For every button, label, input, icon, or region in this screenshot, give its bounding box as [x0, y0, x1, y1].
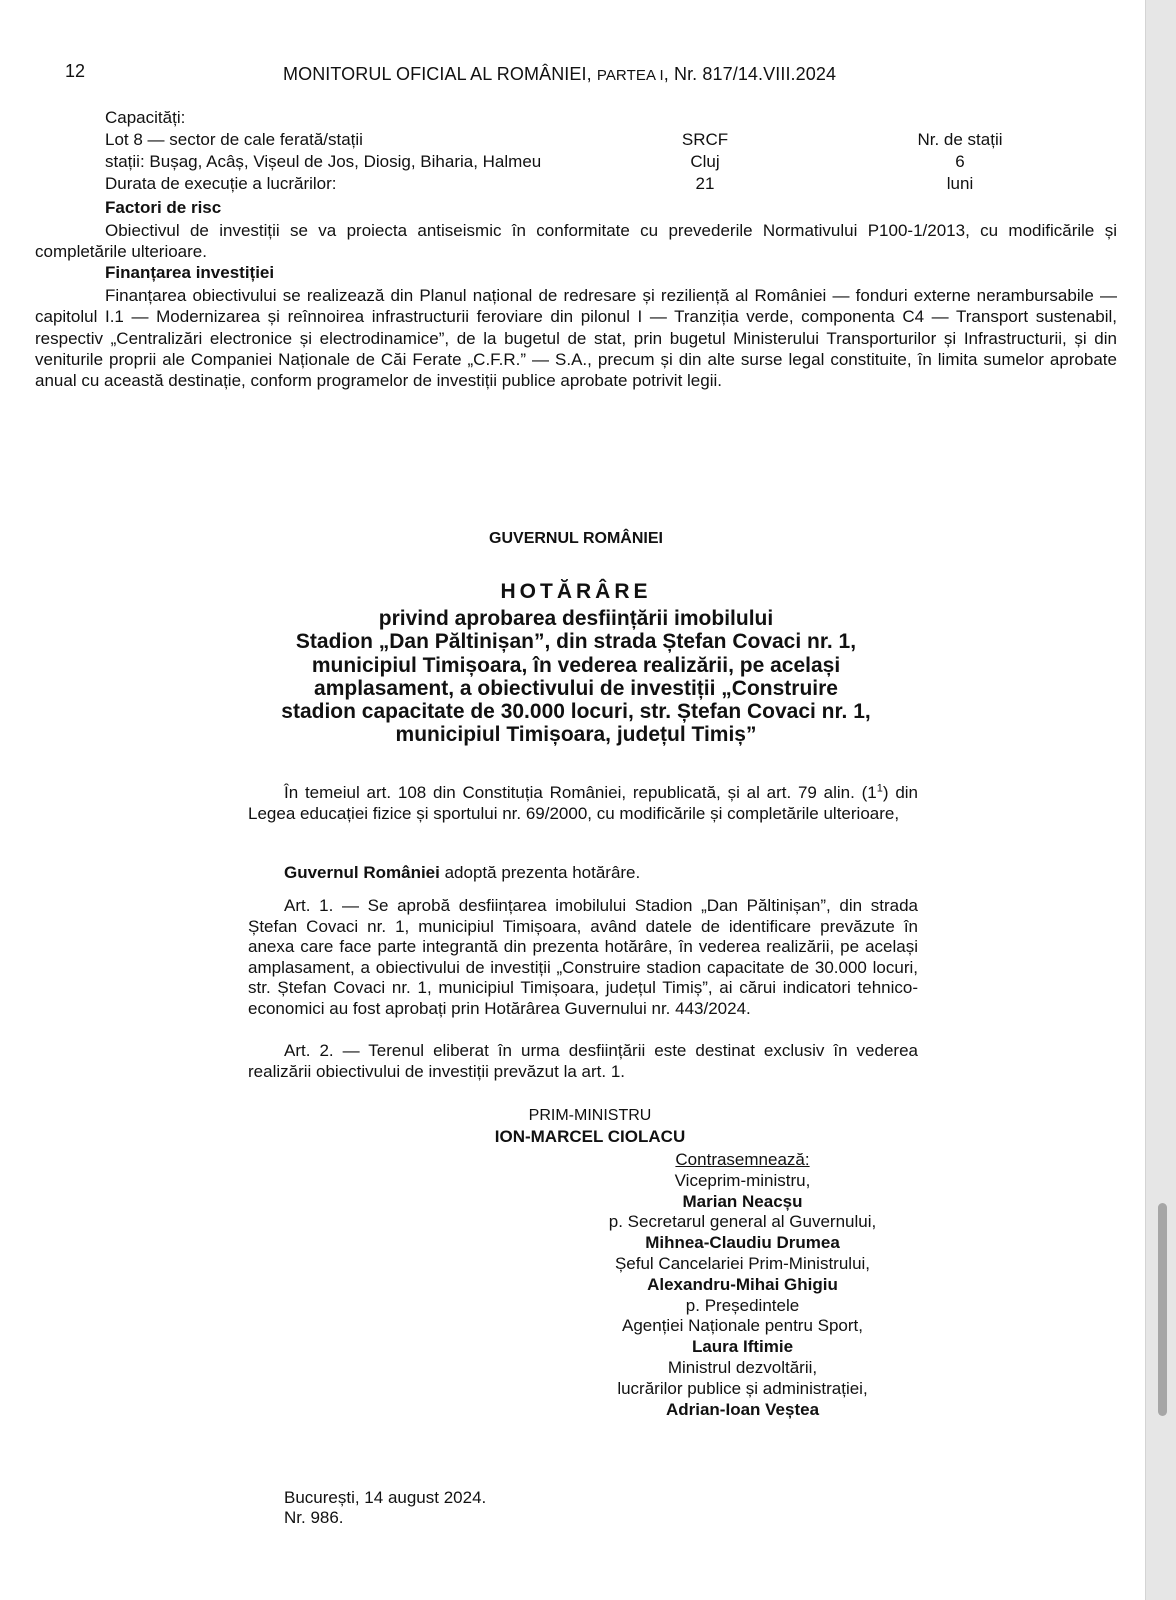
subject-line: privind aprobarea desființării imobilului	[378, 607, 774, 630]
publication-part: PARTEA I	[596, 67, 664, 84]
subject-line: municipiul Timișoara, județul Timiș”	[395, 723, 757, 747]
running-header	[283, 64, 836, 85]
countersign-block	[560, 1150, 925, 1420]
place-date: București, 14 august 2024.	[284, 1488, 487, 1507]
article-2: Art. 2. — Terenul eliberat în urma desființării este destinat exclusiv în vederea realizării obiectivului de investiții prevăzut la art. 1.	[248, 1041, 918, 1081]
subject-line: amplasament, a obiectivului de investiții „Construire	[314, 676, 838, 700]
page-number: 12	[65, 61, 86, 81]
publication-issue: , Nr. 817/14.VIII.2024	[663, 64, 837, 84]
publication-name: MONITORUL OFICIAL AL ROMÂNIEI,	[283, 64, 597, 84]
scrollbar-thumb[interactable]	[1158, 1203, 1167, 1416]
subject-line: Stadion „Dan Păltinișan”, din strada Ștefan Covaci nr. 1,	[295, 630, 857, 654]
capacities-row-col3: 6	[955, 152, 965, 171]
capacities-row-col3: luni	[946, 174, 974, 193]
countersigner-name: Marian Neacșu	[682, 1191, 803, 1211]
countersigner-name: Laura Iftimie	[691, 1337, 794, 1357]
capacities-title: Capacități:	[105, 108, 186, 127]
countersigner-name: Mihnea-Claudiu Drumea	[645, 1233, 840, 1253]
place-date-block	[284, 1488, 486, 1528]
prime-minister-name: ION-MARCEL CIOLACU	[494, 1127, 686, 1146]
decision-number: Nr. 986.	[284, 1508, 344, 1527]
adoption-paragraph: Guvernul României adoptă prezenta hotărâre.	[284, 863, 641, 882]
countersigner-role: Ministrul dezvoltării,	[667, 1357, 818, 1377]
countersigner-role: Agenției Naționale pentru Sport,	[622, 1316, 863, 1336]
subject-line: stadion capacitate de 30.000 locuri, str. Ștefan Covaci nr. 1,	[281, 700, 871, 724]
countersigner-role: p. Secretarul general al Guvernului,	[608, 1212, 877, 1232]
capacities-row-label: stații: Bușag, Acâș, Vișeul de Jos, Diosig, Biharia, Halmeu	[105, 152, 542, 171]
financing-title: Finanțarea investiției	[105, 263, 275, 282]
article-1: Art. 1. — Se aprobă desființarea imobilului Stadion „Dan Păltinișan”, din strada Ștefan Covaci nr. 1, municipiul Timișoara, având datele de identificare prevăzute în anexa care face parte integrantă din prezenta hotărâre, în vederea realizării, pe același amplasament, a obiectivului de investiții „Construire stadion capacitate de 30.000 locuri, str. Ștefan Covaci nr. 1, municipiul Timișoara, județul Timiș”, ai cărui indicatori tehnico-economici au fost aprobați prin Hotărârea Guvernului nr. 443/2024.	[248, 896, 918, 1018]
countersigner-role: lucrărilor publice și administrației,	[617, 1378, 868, 1398]
capacities-row-label: Durata de execuție a lucrărilor:	[105, 174, 337, 193]
countersigner-role: p. Președintele	[685, 1295, 800, 1315]
capacities-row-col2: Cluj	[690, 152, 720, 171]
prime-minister-title: PRIM-MINISTRU	[528, 1107, 652, 1124]
subject-line: municipiul Timișoara, în vederea realizării, pe același	[311, 653, 841, 677]
decision-title: HOTĂRÂRE	[500, 580, 652, 603]
capacities-row-label: Lot 8 — sector de cale ferată/stații	[105, 130, 363, 149]
capacities-row-col2: 21	[695, 174, 715, 193]
capacities-row-col3: Nr. de stații	[917, 130, 1003, 149]
decision-subject	[250, 607, 902, 747]
countersigner-role: Viceprim-ministru,	[674, 1170, 811, 1190]
financing-paragraph: Finanțarea obiectivului se realizează din Planul național de redresare și reziliență al României — fonduri externe nerambursabile — capitolul I.1 — Modernizarea și reînnoirea infrastructurii feroviare din pilonul I — Tranziția verde, componenta C4 — Transport sustenabil, respectiv „Centralizări electronice și electrodinamice”, de la bugetul de stat, prin bugetul Ministerului Transporturilor și Infrastructurii, și din veniturile proprii ale Companiei Naționale de Căi Ferate „C.F.R.” — S.A., precum și din alte surse legal constituite, în limita sumelor aprobate anual cu această destinație, conform programelor de investiții publice aprobate potrivit legii.	[35, 286, 1117, 391]
countersign-label: Contrasemnează:	[675, 1150, 810, 1169]
countersigner-role: Șeful Cancelariei Prim-Ministrului,	[614, 1253, 871, 1273]
adopting-body: Guvernul României	[284, 863, 440, 882]
preamble-paragraph: În temeiul art. 108 din Constituția României, republicată, și al art. 79 alin. $(1^1)$ din Legea educației fizice și sportului nr. 69/2000, cu modificările și completările ulterioare,	[248, 782, 919, 823]
countersigner-name: Adrian-Ioan Veștea	[665, 1399, 820, 1419]
risk-title: Factori de risc	[105, 198, 222, 217]
countersigner-name: Alexandru-Mihai Ghigiu	[647, 1274, 838, 1294]
capacities-row-col2: SRCF	[681, 130, 729, 149]
risk-paragraph: Obiectivul de investiții se va proiecta antiseismic în conformitate cu prevederile Normativului P100-1/2013, cu modificările și completările ulterioare.	[35, 221, 1117, 262]
issuer-heading: GUVERNUL ROMÂNIEI	[489, 530, 663, 547]
